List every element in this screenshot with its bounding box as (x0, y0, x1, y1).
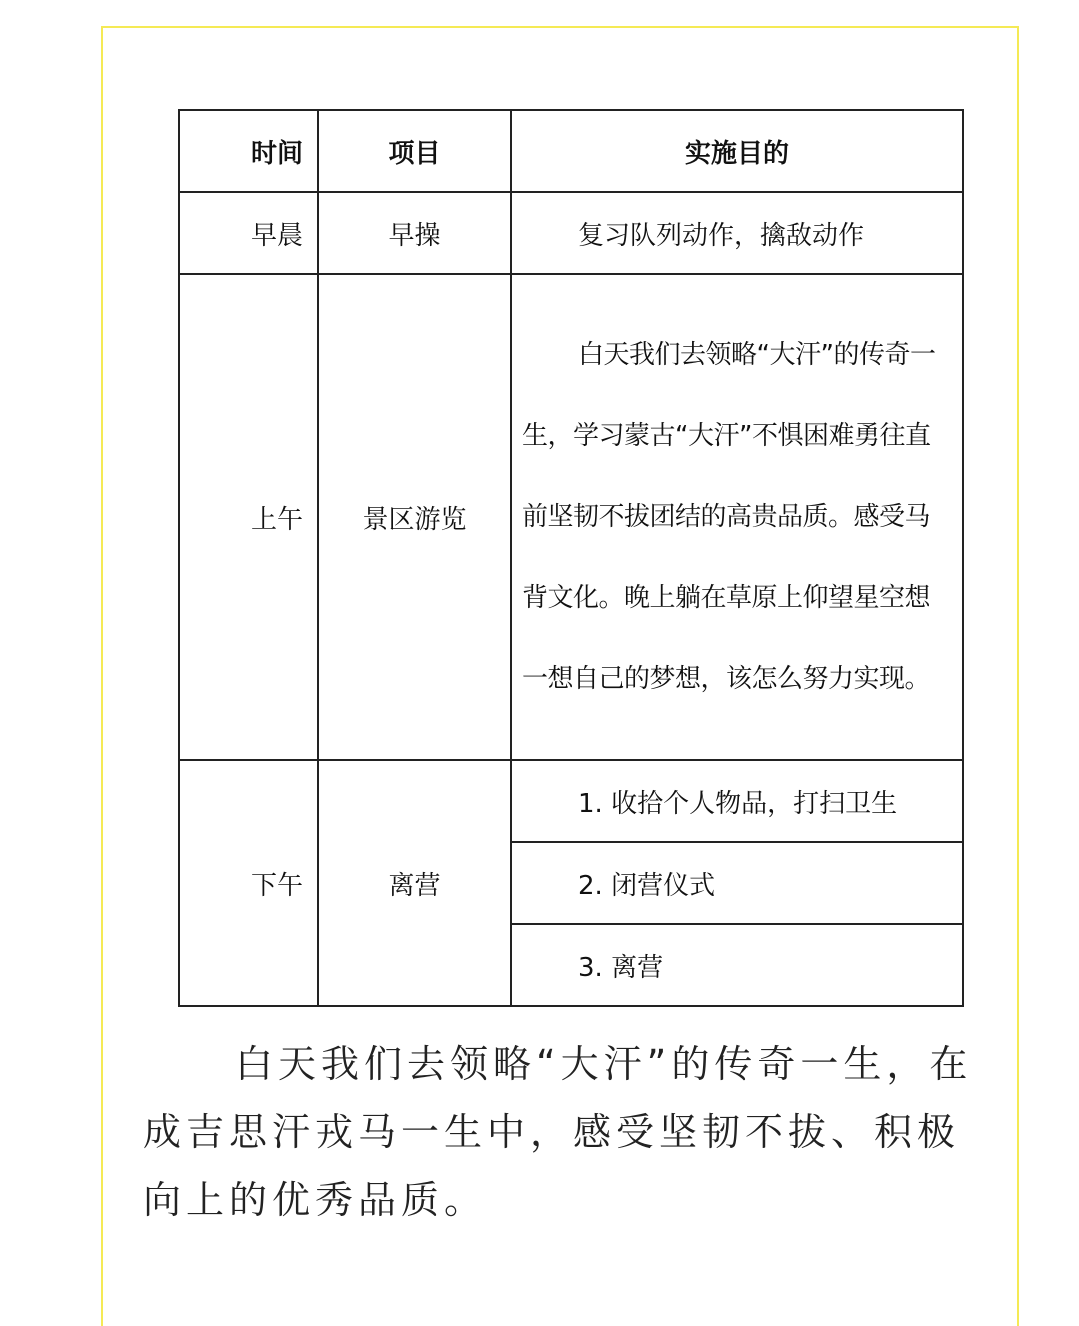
table-row-morning (179, 192, 963, 274)
header-goal: 实施目的 (511, 110, 963, 192)
cell-goal-forenoon-text: 白天我们去领略“大汗”的传奇一生，学习蒙古“大汗”不惧困难勇往直前坚韧不拔团结的高贵品质。感受马背文化。晚上躺在草原上仰望星空想一想自己的梦想，该怎么努力实现。 (522, 339, 936, 694)
table-header-row (179, 110, 963, 192)
cell-time-forenoon: 上午 (179, 274, 318, 760)
cell-item-morning: 早操 (318, 192, 511, 274)
cell-goal-afternoon-1: 1. 收拾个人物品，打扫卫生 (511, 760, 963, 842)
cell-item-afternoon: 离营 (318, 760, 511, 1006)
header-item: 项目 (318, 110, 511, 192)
cell-time-afternoon: 下午 (179, 760, 318, 1006)
table-row-forenoon (179, 274, 963, 760)
schedule-table (178, 109, 964, 1007)
cell-goal-afternoon-3: 3. 离营 (511, 924, 963, 1006)
cell-item-forenoon: 景区游览 (318, 274, 511, 760)
cell-goal-forenoon (511, 274, 963, 760)
table-row-afternoon-1 (179, 760, 963, 842)
cell-time-morning: 早晨 (179, 192, 318, 274)
summary-paragraph (143, 1030, 973, 1234)
header-time: 时间 (179, 110, 318, 192)
cell-goal-afternoon-2: 2. 闭营仪式 (511, 842, 963, 924)
cell-goal-morning: 复习队列动作，擒敌动作 (511, 192, 963, 274)
summary-paragraph-text: 白天我们去领略“大汗”的传奇一生，在成吉思汗戎马一生中，感受坚韧不拔、积极向上的优秀品质。 (143, 1042, 973, 1222)
